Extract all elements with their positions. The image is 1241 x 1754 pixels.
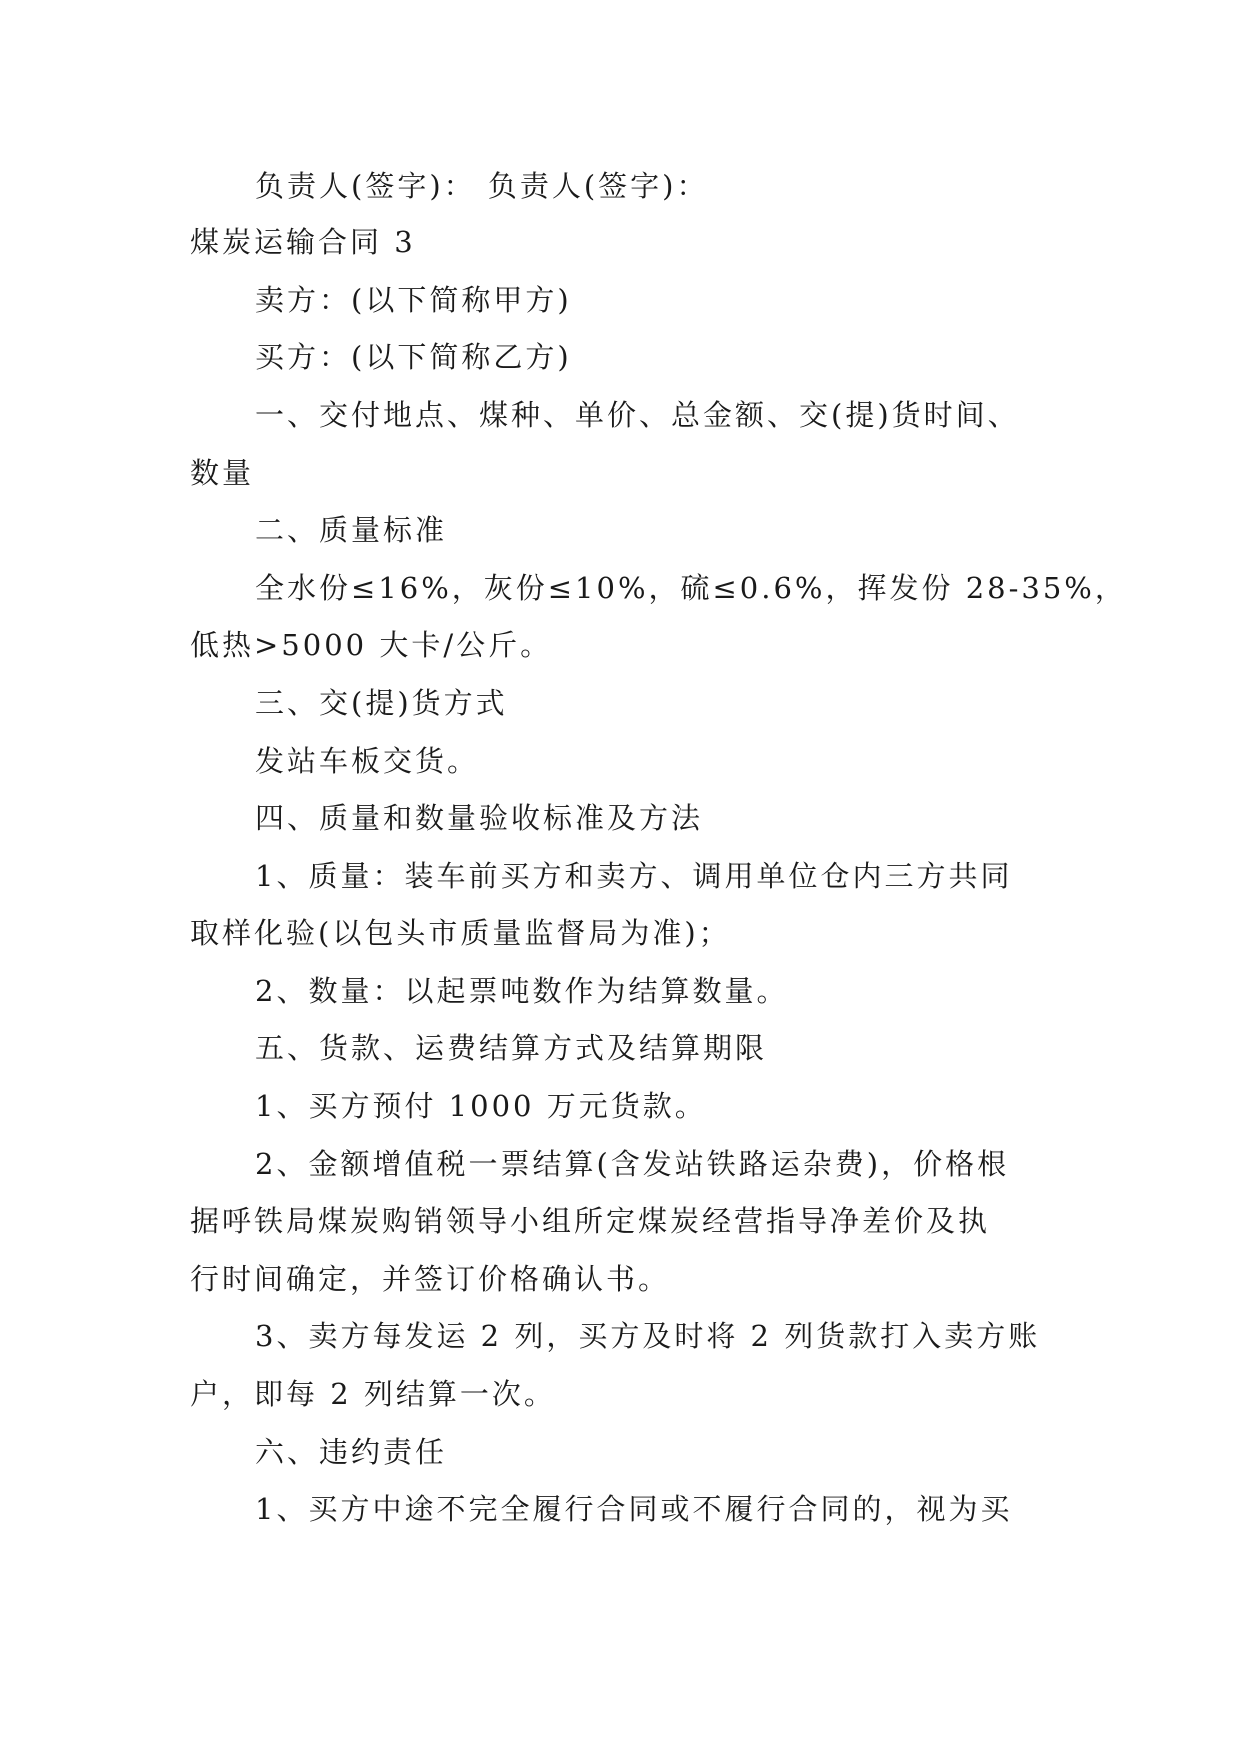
payment-item-3: 3、卖方每发运 2 列，买方及时将 2 列货款打入卖方账 [255,1319,1041,1353]
payment-item-2: 2、金额增值税一票结算(含发站铁路运杂费)，价格根 [255,1147,1010,1181]
section-2-heading: 二、质量标准 [255,513,448,547]
section-1-heading: 一、交付地点、煤种、单价、总金额、交(提)货时间、 [255,398,1020,432]
buyer-line: 买方：(以下简称乙方) [255,340,572,374]
payment-item-2-cont-2: 行时间确定，并签订价格确认书。 [190,1262,671,1296]
section-3-heading: 三、交(提)货方式 [255,686,508,720]
payment-item-2-cont-1: 据呼铁局煤炭购销领导小组所定煤炭经营指导净差价及执 [190,1204,991,1238]
quantity-check-line: 2、数量：以起票吨数作为结算数量。 [255,974,789,1008]
payment-item-3-cont: 户，即每 2 列结算一次。 [190,1377,556,1411]
section-4-heading: 四、质量和数量验收标准及方法 [255,801,704,835]
quality-check-line: 1、质量：装车前买方和卖方、调用单位仓内三方共同 [255,859,1013,893]
contract-title: 煤炭运输合同 3 [190,225,416,259]
quality-check-cont: 取样化验(以包头市质量监督局为准)； [190,916,731,950]
section-5-heading: 五、货款、运费结算方式及结算期限 [255,1031,768,1065]
signature-line: 负责人(签字)： 负责人(签字)： [255,169,709,203]
quality-spec-line: 全水份≤16%，灰份≤10%，硫≤0.6%，挥发份 28-35%， [255,571,1127,605]
section-1-heading-cont: 数量 [190,456,255,490]
seller-line: 卖方：(以下简称甲方) [255,283,572,317]
liability-item-1: 1、买方中途不完全履行合同或不履行合同的，视为买 [255,1492,1013,1526]
section-6-heading: 六、违约责任 [255,1435,448,1469]
quality-spec-cont: 低热>5000 大卡/公斤。 [190,628,553,662]
payment-item-1: 1、买方预付 1000 万元货款。 [255,1089,707,1123]
delivery-method-line: 发站车板交货。 [255,744,480,778]
